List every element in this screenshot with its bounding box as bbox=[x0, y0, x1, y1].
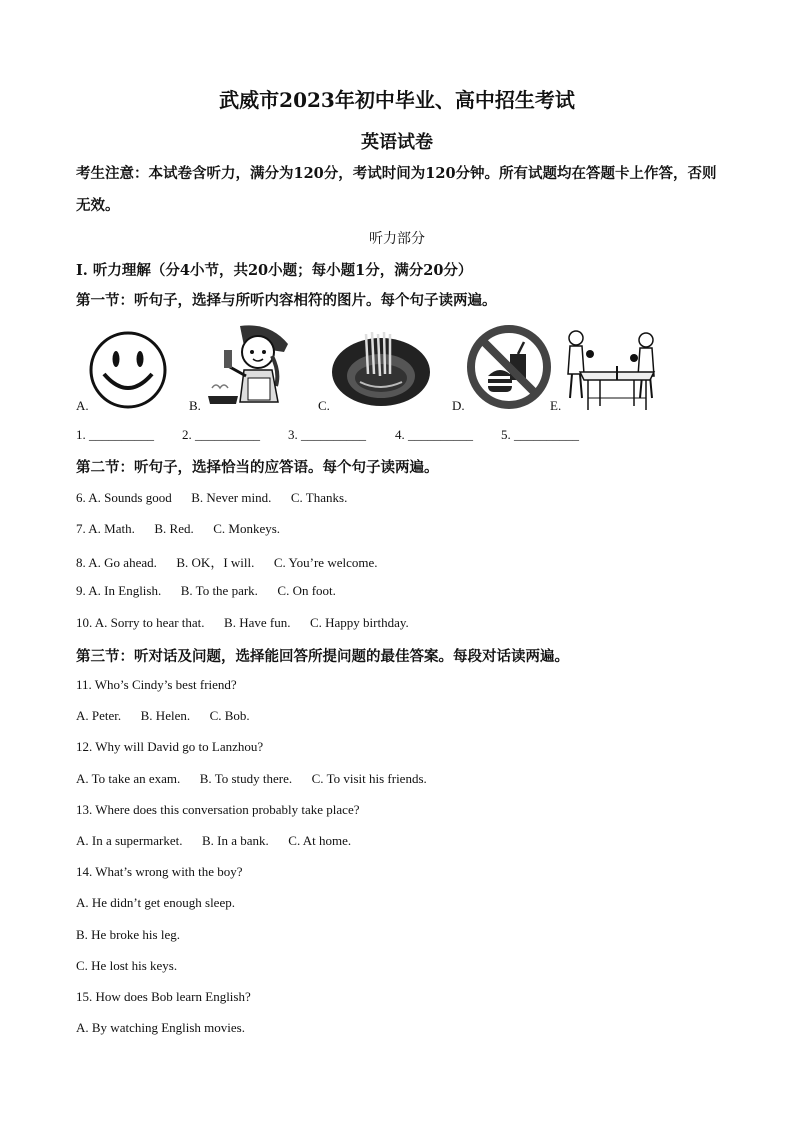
no-fast-food-icon bbox=[466, 324, 552, 410]
subsection-1-heading: 第一节：听句子，选择与所听内容相符的图片。每个句子读两遍。 bbox=[76, 292, 497, 309]
table-tennis-icon bbox=[560, 328, 670, 412]
answer-blank-3[interactable]: 3. __________ bbox=[288, 427, 366, 442]
part-title: 听力部分 bbox=[369, 231, 425, 247]
picture-label-d: D. bbox=[452, 398, 465, 413]
question-7: 7. A. Math. B. Red. C. Monkeys. bbox=[76, 521, 281, 536]
question-15-option-a: A. By watching English movies. bbox=[76, 1020, 245, 1035]
question-13: 13. Where does this conversation probably take place? bbox=[76, 802, 360, 817]
question-14: 14. What’s wrong with the boy? bbox=[76, 864, 243, 879]
picture-label-a: A. bbox=[76, 398, 89, 413]
question-11: 11. Who’s Cindy’s best friend? bbox=[76, 677, 237, 692]
question-15: 15. How does Bob learn English? bbox=[76, 989, 251, 1004]
question-12-options: A. To take an exam. B. To study there. C. To visit his friends. bbox=[76, 771, 427, 786]
picture-label-b: B. bbox=[189, 398, 201, 413]
subsection-2-heading: 第二节：听句子，选择恰当的应答语。每个句子读两遍。 bbox=[76, 459, 439, 476]
question-9: 9. A. In English. B. To the park. C. On foot. bbox=[76, 583, 336, 598]
picture-label-c: C. bbox=[318, 398, 330, 413]
section-heading: Ⅰ. 听力理解（分4小节，共20小题；每小题1分，满分20分） bbox=[76, 262, 473, 279]
exam-subtitle: 英语试卷 bbox=[361, 132, 433, 153]
question-11-options: A. Peter. B. Helen. C. Bob. bbox=[76, 708, 250, 723]
answer-blank-1[interactable]: 1. __________ bbox=[76, 427, 154, 442]
exam-notice: 考生注意：本试卷含听力，满分为120分，考试时间为120分钟。所有试题均在答题卡上作答，否则无效。 bbox=[76, 165, 717, 214]
question-10: 10. A. Sorry to hear that. B. Have fun. C. Happy birthday. bbox=[76, 615, 409, 630]
question-6: 6. A. Sounds good B. Never mind. C. Thanks. bbox=[76, 490, 348, 505]
question-14-option-a: A. He didn’t get enough sleep. bbox=[76, 895, 235, 910]
exam-title: 武威市2023年初中毕业、高中招生考试 bbox=[219, 88, 575, 112]
question-13-options: A. In a supermarket. B. In a bank. C. At home. bbox=[76, 833, 352, 848]
answer-blank-4[interactable]: 4. __________ bbox=[395, 427, 473, 442]
answer-blank-2[interactable]: 2. __________ bbox=[182, 427, 260, 442]
girl-cooking-icon bbox=[200, 322, 295, 410]
question-14-option-b: B. He broke his leg. bbox=[76, 927, 180, 942]
subsection-3-heading: 第三节：听对话及问题，选择能回答所提问题的最佳答案。每段对话读两遍。 bbox=[76, 648, 569, 665]
question-14-option-c: C. He lost his keys. bbox=[76, 958, 178, 973]
answer-blank-5[interactable]: 5. __________ bbox=[501, 427, 579, 442]
question-8: 8. A. Go ahead. B. OK，I will. C. You’re welcome. bbox=[76, 555, 378, 570]
question-12: 12. Why will David go to Lanzhou? bbox=[76, 739, 264, 754]
picture-label-e: E. bbox=[550, 398, 562, 413]
noodles-bowl-icon bbox=[330, 328, 432, 410]
smiley-face-icon bbox=[88, 330, 168, 410]
